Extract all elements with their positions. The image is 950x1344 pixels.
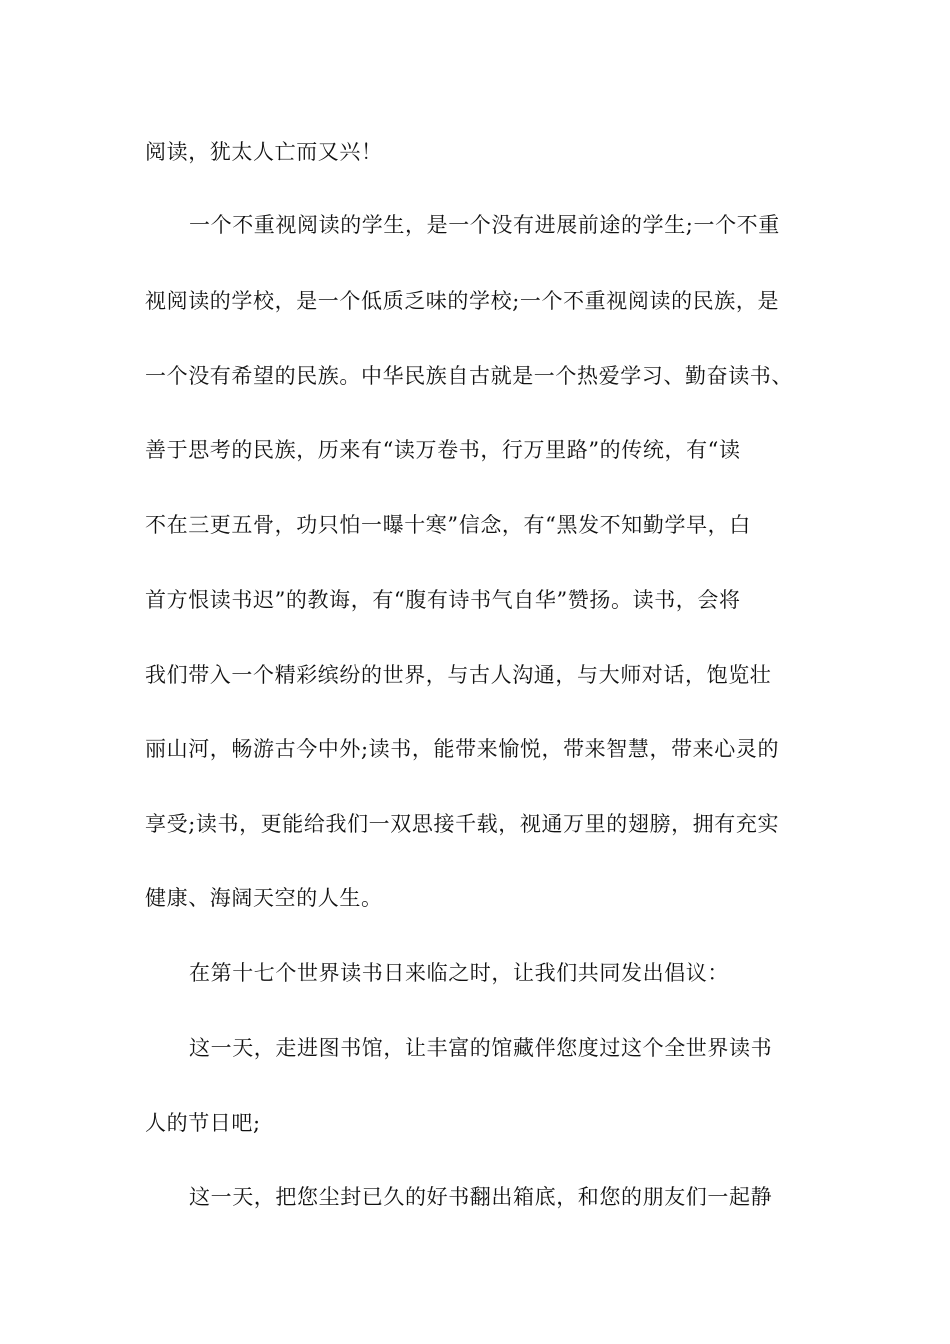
text-line-2: 一个不重视阅读的学生，是一个没有进展前途的学生;一个不重: [189, 213, 780, 237]
text-line-14: 人的节日吧;: [145, 1111, 261, 1135]
text-line-6: 不在三更五骨，功只怕一曝十寒”信念，有“黑发不知勤学早，白: [145, 513, 751, 537]
text-line-15: 这一天，把您尘封已久的好书翻出箱底，和您的朋友们一起静: [189, 1185, 773, 1209]
text-line-9: 丽山河，畅游古今中外;读书，能带来愉悦，带来智慧，带来心灵的: [145, 737, 780, 761]
text-line-11: 健康、海阔天空的人生。: [145, 886, 383, 910]
text-line-10: 享受;读书，更能给我们一双思接千载，视通万里的翅膀，拥有充实: [145, 812, 780, 836]
text-line-5: 善于思考的民族，历来有“读万卷书，行万里路”的传统，有“读: [145, 438, 741, 462]
text-line-4: 一个没有希望的民族。中华民族自古就是一个热爱学习、勤奋读书、: [145, 364, 793, 388]
text-line-7: 首方恨读书迟”的教诲，有“腹有诗书气自华”赞扬。读书，会将: [145, 588, 741, 612]
text-line-8: 我们带入一个精彩缤纷的世界，与古人沟通，与大师对话，饱览壮: [145, 663, 772, 687]
text-line-3: 视阅读的学校，是一个低质乏味的学校;一个不重视阅读的民族，是: [145, 289, 780, 313]
text-line-1: 阅读，犹太人亡而又兴！: [145, 140, 383, 164]
text-line-12: 在第十七个世界读书日来临之时，让我们共同发出倡议：: [189, 961, 729, 985]
text-line-13: 这一天，走进图书馆，让丰富的馆藏伴您度过这个全世界读书: [189, 1036, 773, 1060]
